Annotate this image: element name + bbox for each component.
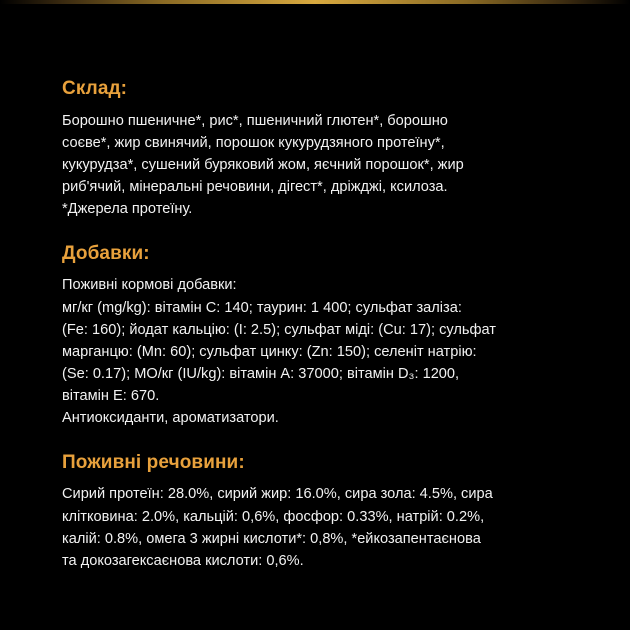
text-line: вітамін E: 670. [62, 388, 160, 405]
text-line: *Джерела протеїну. [62, 201, 193, 218]
section-body-additives [62, 274, 572, 429]
text-line: риб'ячий, мінеральні речовини, дігест*, дріжджі, ксилоза. [62, 179, 448, 196]
text-line: соєве*, жир свинячий, порошок кукурудзяного протеїну*, [62, 134, 445, 151]
section-nutrients [62, 452, 572, 572]
text-line: клітковина: 2.0%, кальцій: 0,6%, фосфор: 0.33%, натрій: 0.2%, [62, 508, 485, 525]
text-line: кукурудза*, сушений буряковий жом, яєчний порошок*, жир [62, 157, 464, 174]
text-line: Борошно пшеничне*, рис*, пшеничний глютен*, борошно [62, 112, 448, 129]
section-additives [62, 243, 572, 430]
text-line: (Fe: 160); йодат кальцію: (I: 2.5); сульфат міді: (Cu: 17); сульфат [62, 321, 496, 338]
text-line: марганцю: (Mn: 60); сульфат цинку: (Zn: 150); селеніт натрію: [62, 343, 477, 360]
section-body-nutrients [62, 483, 572, 572]
text-line: та докозагексаєнова кислоти: 0,6%. [62, 552, 304, 569]
text-line: (Se: 0.17); MO/кг (IU/kg): вітамін A: 37000; вітамін D₃: 1200, [62, 366, 460, 383]
text-line: калій: 0.8%, омега 3 жирні кислоти*: 0,8%, *ейкозапентаєнова [62, 530, 481, 547]
section-composition [62, 78, 572, 221]
section-title-nutrients: Поживні речовини: [62, 451, 245, 473]
top-gold-divider [0, 0, 630, 4]
text-line: Поживні кормові добавки: [62, 277, 237, 294]
section-title-composition: Склад: [62, 78, 128, 99]
content-column [62, 78, 572, 572]
text-line: Антиоксиданти, ароматизатори. [62, 410, 279, 427]
text-line: Сирий протеїн: 28.0%, сирий жир: 16.0%, сира зола: 4.5%, сира [62, 486, 493, 503]
section-title-additives: Добавки: [62, 242, 150, 264]
text-line: мг/кг (mg/kg): вітамін C: 140; таурин: 1 400; сульфат заліза: [62, 299, 462, 316]
section-body-composition [62, 110, 572, 221]
